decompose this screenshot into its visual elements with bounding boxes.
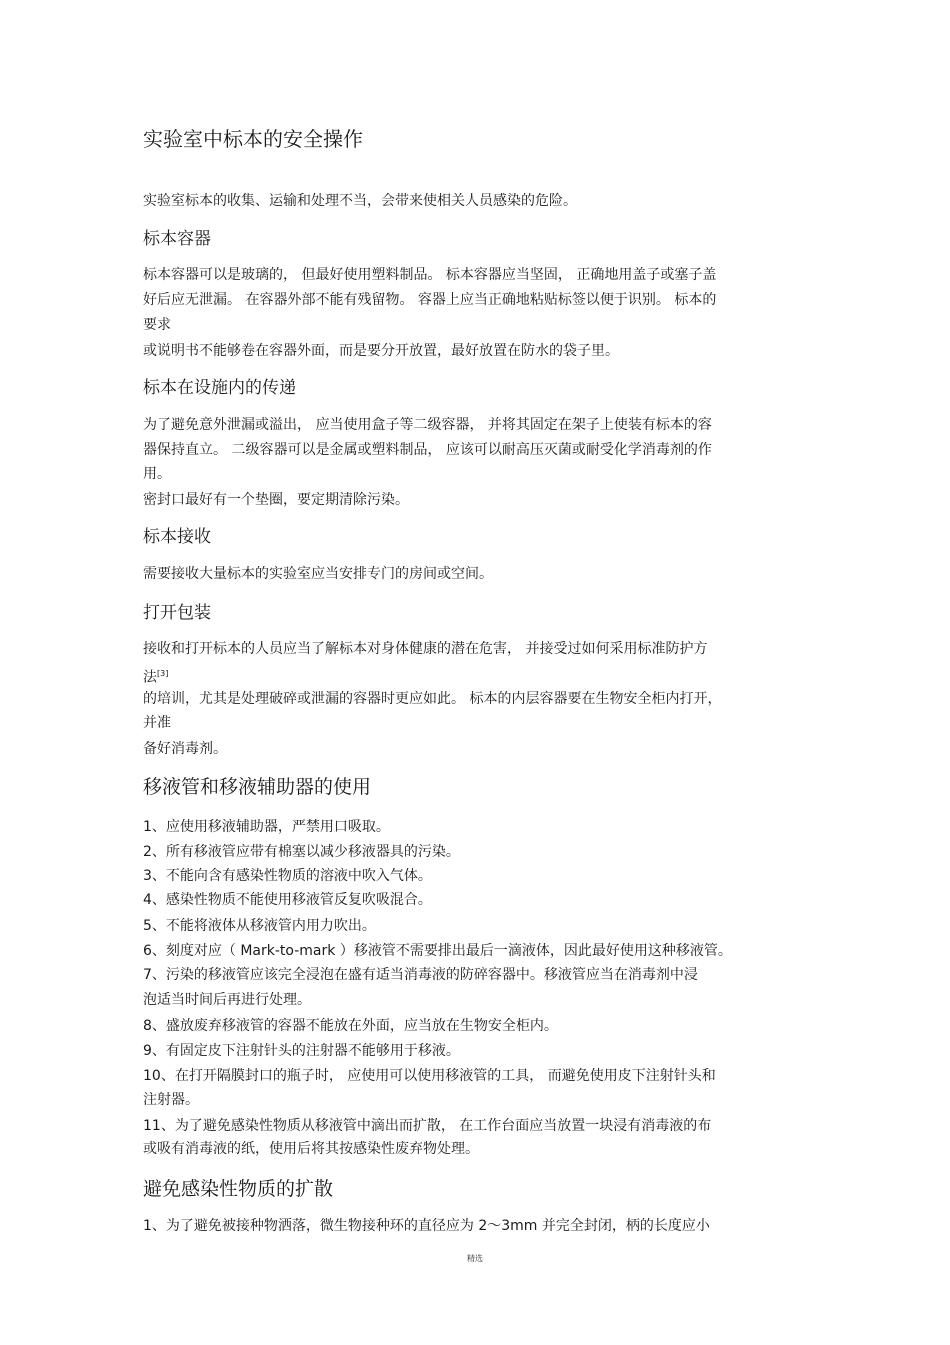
section-heading-container: 标本容器: [143, 229, 211, 249]
list-item: 1、应使用移液辅助器，严禁用口吸取。: [143, 819, 390, 835]
paragraph-line: 并准: [143, 715, 171, 731]
paragraph-line: 需要接收大量标本的实验室应当安排专门的房间或空间。: [143, 566, 493, 582]
page-footer: 精选: [467, 1254, 483, 1263]
section-heading-receipt: 标本接收: [143, 527, 211, 547]
paragraph-line: 备好消毒剂。: [143, 741, 227, 757]
section-heading-opening: 打开包装: [143, 603, 211, 623]
section-heading-transport: 标本在设施内的传递: [143, 378, 296, 398]
paragraph-line: 标本容器可以是玻璃的， 但最好使用塑料制品。 标本容器应当坚固， 正确地用盖子或塞子盖: [143, 267, 717, 283]
list-item: 6、刻度对应（ Mark-to-mark ）移液管不需要排出最后一滴液体，因此最好使用这种移液管。: [143, 943, 732, 959]
paragraph-text: 法: [143, 669, 157, 686]
page-title: 实验室中标本的安全操作: [143, 127, 363, 151]
paragraph-line: 密封口最好有一个垫圈，要定期清除污染。: [143, 492, 409, 508]
list-item: 7、污染的移液管应该完全浸泡在盛有适当消毒液的防碎容器中。移液管应当在消毒剂中浸: [143, 967, 698, 983]
paragraph-line: 用。: [143, 466, 171, 482]
paragraph-line: [143, 664, 168, 688]
paragraph-line: 器保持直立。 二级容器可以是金属或塑料制品， 应该可以耐高压灭菌或耐受化学消毒剂的作: [143, 442, 712, 458]
paragraph-line: 好后应无泄漏。 在容器外部不能有残留物。 容器上应当正确地粘贴标签以便于识别。 标本的: [143, 292, 717, 308]
list-item: 4、感染性物质不能使用移液管反复吹吸混合。: [143, 892, 432, 908]
paragraph-line: 的培训，尤其是处理破碎或泄漏的容器时更应如此。 标本的内层容器要在生物安全柜内打开，: [143, 691, 722, 707]
list-item: 2、所有移液管应带有棉塞以减少移液器具的污染。: [143, 844, 460, 860]
list-item: 1、为了避免被接种物洒落，微生物接种环的直径应为 2～3mm 并完全封闭，柄的长度应小: [143, 1218, 710, 1234]
list-item-continuation: 注射器。: [143, 1092, 199, 1108]
paragraph-line: 接收和打开标本的人员应当了解标本对身体健康的潜在危害， 并接受过如何采用标准防护方: [143, 641, 708, 657]
list-item: 3、不能向含有感染性物质的溶液中吹入气体。: [143, 868, 432, 884]
list-item: 5、不能将液体从移液管内用力吹出。: [143, 918, 376, 934]
list-item: 11、为了避免感染性物质从移液管中滴出而扩散， 在工作台面应当放置一块浸有消毒液的布: [143, 1118, 712, 1134]
section-heading-pipettes: 移液管和移液辅助器的使用: [143, 776, 372, 798]
paragraph-line: 或说明书不能够卷在容器外面，而是要分开放置，最好放置在防水的袋子里。: [143, 343, 619, 359]
paragraph-line: 为了避免意外泄漏或溢出， 应当使用盒子等二级容器， 并将其固定在架子上使装有标本的容: [143, 417, 712, 433]
list-item-continuation: 泡适当时间后再进行处理。: [143, 992, 311, 1008]
list-item-continuation: 或吸有消毒液的纸，使用后将其按感染性废弃物处理。: [143, 1141, 479, 1157]
paragraph-line: 要求: [143, 317, 171, 333]
section-heading-spread: 避免感染性物质的扩散: [143, 1178, 334, 1200]
list-item: 9、有固定皮下注射针头的注射器不能够用于移液。: [143, 1043, 460, 1059]
intro-paragraph: 实验室标本的收集、运输和处理不当，会带来使相关人员感染的危险。: [143, 193, 577, 209]
list-item: 10、在打开隔膜封口的瓶子时， 应使用可以使用移液管的工具， 而避免使用皮下注射针头和: [143, 1068, 716, 1084]
list-item: 8、盛放废弃移液管的容器不能放在外面，应当放在生物安全柜内。: [143, 1018, 558, 1034]
reference-marker: [3]: [157, 669, 169, 678]
